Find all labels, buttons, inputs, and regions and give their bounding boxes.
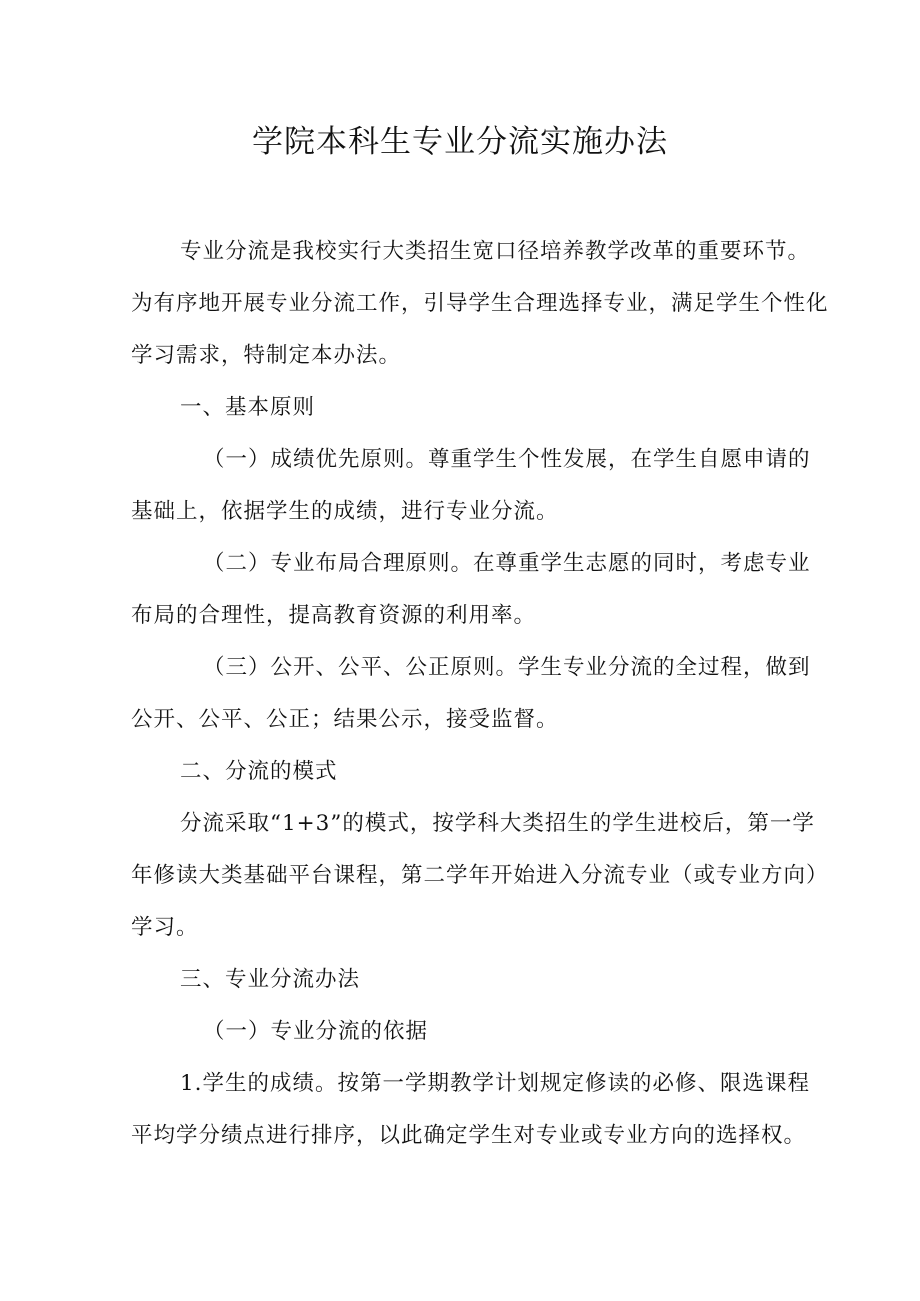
subheading-diversion-basis: （一）专业分流的依据 <box>203 1019 429 1044</box>
section-heading-diversion-mode: 二、分流的模式 <box>180 759 338 784</box>
section-heading-basic-principles: 一、基本原则 <box>180 395 316 420</box>
document-title: 学院本科生专业分流实施办法 <box>252 124 668 160</box>
section-heading-diversion-method: 三、专业分流办法 <box>180 967 361 992</box>
principle-3-paragraph: （三）公开、公平、公正原则。学生专业分流的全过程，做到公开、公平、公正；结果公示，接受监督。 <box>131 655 811 732</box>
principle-1-paragraph: （一）成绩优先原则。尊重学生个性发展，在学生自愿申请的基础上，依据学生的成绩，进行专业分流。 <box>131 447 811 524</box>
diversion-mode-paragraph: 分流采取“1+3”的模式，按学科大类招生的学生进校后，第一学年修读大类基础平台课程，第二学年开始进入分流专业（或专业方向）学习。 <box>131 811 829 940</box>
document-body <box>131 226 831 1162</box>
principle-2-paragraph: （二）专业布局合理原则。在尊重学生志愿的同时，考虑专业布局的合理性，提高教育资源的利用率。 <box>131 551 811 628</box>
basis-point-1-paragraph: 1.学生的成绩。按第一学期教学计划规定修读的必修、限选课程平均学分绩点进行排序，以此确定学生对专业或专业方向的选择权。 <box>131 1071 811 1148</box>
intro-paragraph: 专业分流是我校实行大类招生宽口径培养教学改革的重要环节。为有序地开展专业分流工作，引导学生合理选择专业，满足学生个性化学习需求，特制定本办法。 <box>131 239 829 368</box>
